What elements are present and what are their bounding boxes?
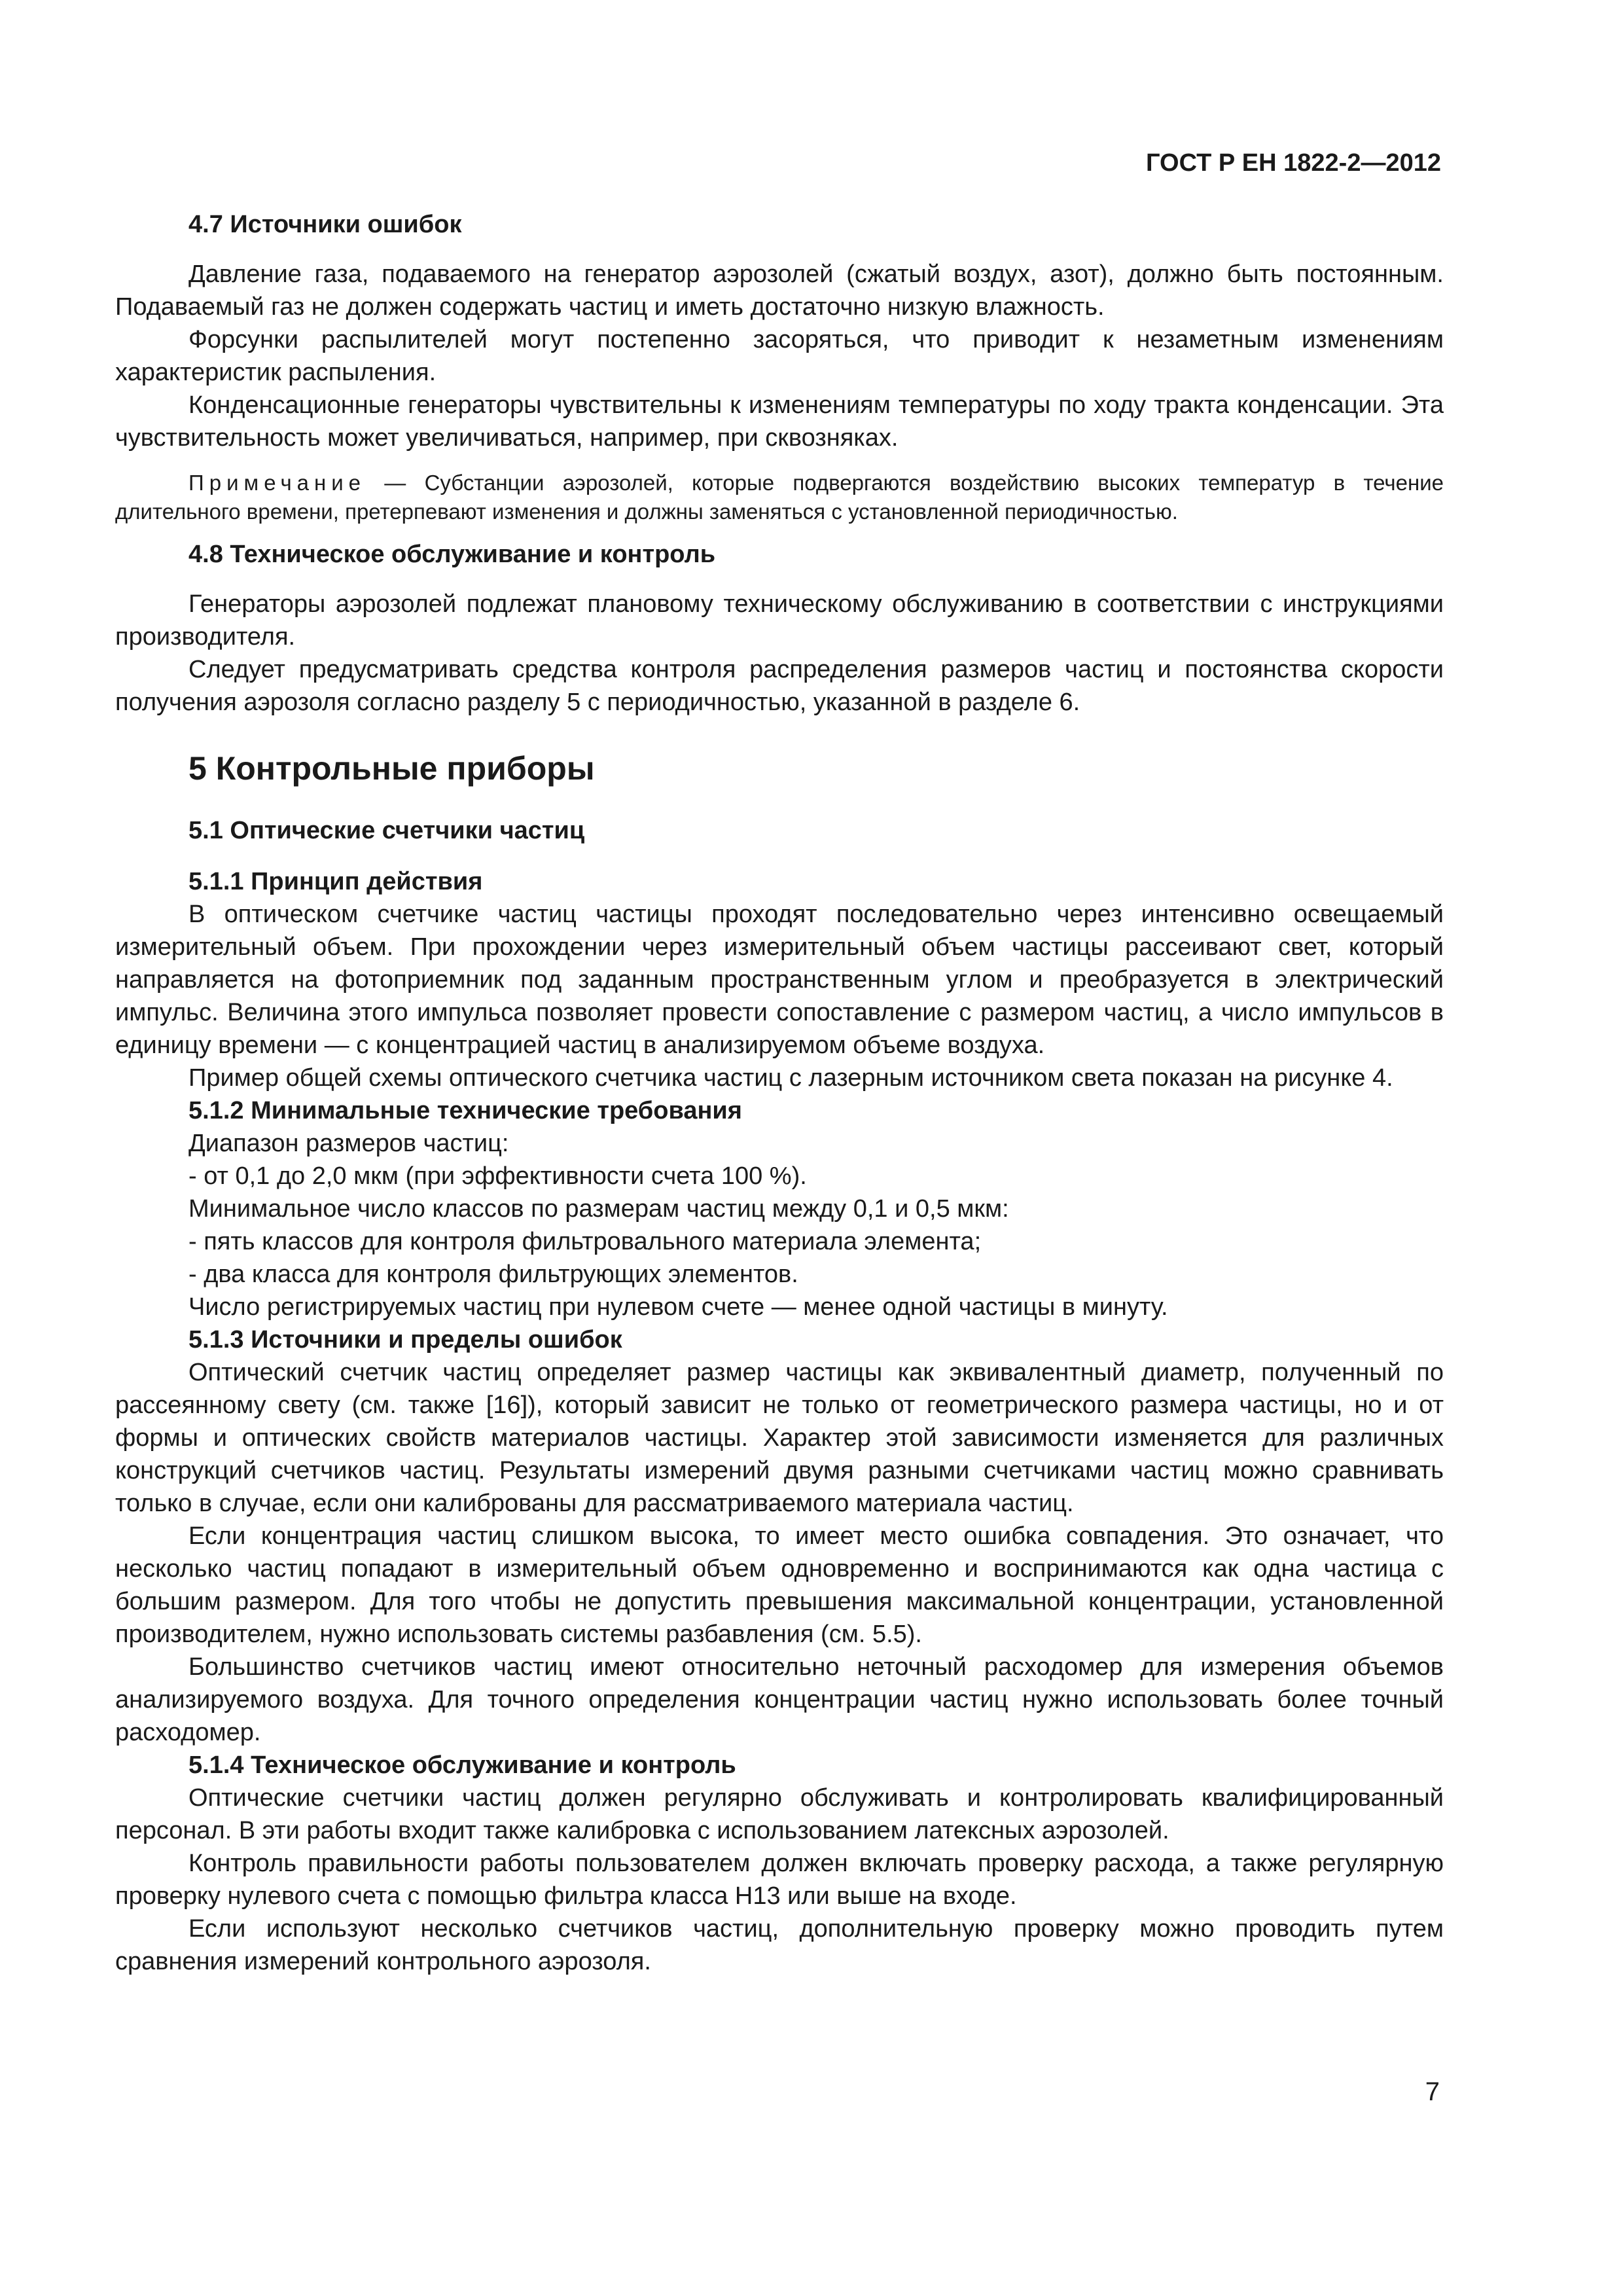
page-number: 7: [1425, 2077, 1440, 2106]
requirement-line-4: - пять классов для контроля фильтровального материала элемента;: [188, 1228, 982, 1255]
section-4-8-heading: 4.8 Техническое обслуживание и контроль: [188, 541, 716, 568]
section-5-heading: 5 Контрольные приборы: [188, 750, 595, 787]
section-4-8-paragraph-1: Генераторы аэрозолей подлежат плановому техническому обслуживанию в соответствии с инструкциями производителя.: [115, 590, 1444, 651]
section-5-1-4-heading: 5.1.4 Техническое обслуживание и контроль: [188, 1751, 736, 1779]
requirement-line-1: Диапазон размеров частиц:: [188, 1130, 509, 1157]
requirement-line-2: - от 0,1 до 2,0 мкм (при эффективности счета 100 %).: [188, 1162, 807, 1190]
section-4-7-heading: 4.7 Источники ошибок: [188, 211, 462, 238]
requirement-line-6: Число регистрируемых частиц при нулевом счете — менее одной частицы в минуту.: [188, 1293, 1168, 1321]
section-5-1-2-heading: 5.1.2 Минимальные технические требования: [188, 1097, 742, 1124]
section-4-7-paragraph-3: Конденсационные генераторы чувствительны к изменениям температуры по ходу тракта конденсации. Эта чувствительность может увеличиваться, например, при сквозняках.: [115, 391, 1444, 452]
section-5-1-heading: 5.1 Оптические счетчики частиц: [188, 817, 585, 844]
section-5-1-3-paragraph-2: Если концентрация частиц слишком высока, то имеет место ошибка совпадения. Это означает, что несколько частиц попадают в измерительный объем одновременно и воспринимаются как одна частица с большим размером. Для того чтобы не допустить превышения максимальной концентрации, установленной производителем, нужно использовать системы разбавления (см. 5.5).: [115, 1522, 1444, 1648]
requirement-line-5: - два класса для контроля фильтрующих элементов.: [188, 1261, 798, 1288]
section-5-1-3-heading: 5.1.3 Источники и пределы ошибок: [188, 1326, 622, 1354]
section-5-1-1-paragraph-1: В оптическом счетчике частиц частицы проходят последовательно через интенсивно освещаемый измерительный объем. При прохождении через измерительный объем частицы рассеивают свет, который направляется на фотоприемник под заданным пространственным углом и преобразуется в электрический импульс. Величина этого импульса позволяет провести сопоставление с размером частиц, а число импульсов в единицу времени — с концентрацией частиц в анализируемом объеме воздуха.: [115, 901, 1444, 1059]
section-5-1-4-paragraph-3: Если используют несколько счетчиков частиц, дополнительную проверку можно проводить путем сравнения измерений контрольного аэрозоля.: [115, 1915, 1444, 1975]
section-5-1-3-paragraph-1: Оптический счетчик частиц определяет размер частицы как эквивалентный диаметр, полученный по рассеянному свету (см. также [16]), который зависит не только от геометрического размера частицы, но и от формы и оптических свойств материалов частицы. Характер этой зависимости изменяется для различных конструкций счетчиков частиц. Результаты измерений двумя разными счетчиками частиц можно сравнивать только в случае, если они калиброваны для рассматриваемого материала частиц.: [115, 1359, 1444, 1517]
document-header-id: ГОСТ Р ЕН 1822-2—2012: [1146, 149, 1441, 177]
section-4-7-note: [115, 469, 1444, 526]
section-5-1-4-paragraph-2: Контроль правильности работы пользователем должен включать проверку расхода, а также регулярную проверку нулевого счета с помощью фильтра класса Н13 или выше на входе.: [115, 1850, 1444, 1910]
section-5-1-1-heading: 5.1.1 Принцип действия: [188, 868, 483, 895]
section-4-8-paragraph-2: Следует предусматривать средства контроля распределения размеров частиц и постоянства скорости получения аэрозоля согласно разделу 5 с периодичностью, указанной в разделе 6.: [115, 656, 1444, 716]
section-5-1-1-paragraph-2: Пример общей схемы оптического счетчика частиц с лазерным источником света показан на рисунке 4.: [188, 1064, 1393, 1092]
section-4-7-paragraph-2: Форсунки распылителей могут постепенно засоряться, что приводит к незаметным изменениям характеристик распыления.: [115, 326, 1444, 386]
section-5-1-4-paragraph-1: Оптические счетчики частиц должен регулярно обслуживать и контролировать квалифицированный персонал. В эти работы входит также калибровка с использованием латексных аэрозолей.: [115, 1784, 1444, 1844]
section-5-1-3-paragraph-3: Большинство счетчиков частиц имеют относительно неточный расходомер для измерения объемов анализируемого воздуха. Для точного определения концентрации частиц нужно использовать более точный расходомер.: [115, 1653, 1444, 1746]
section-4-7-paragraph-1: Давление газа, подаваемого на генератор аэрозолей (сжатый воздух, азот), должно быть постоянным. Подаваемый газ не должен содержать частиц и иметь достаточно низкую влажность.: [115, 260, 1444, 321]
note-text: — Субстанции аэрозолей, которые подвергаются воздействию высоких температур в течение длительного времени, претерпевают изменения и должны заменяться с установленной периодичностью.: [115, 471, 1444, 524]
note-label: Примечание: [188, 471, 366, 495]
page-content: [115, 208, 1444, 1978]
requirement-line-3: Минимальное число классов по размерам частиц между 0,1 и 0,5 мкм:: [188, 1195, 1009, 1223]
